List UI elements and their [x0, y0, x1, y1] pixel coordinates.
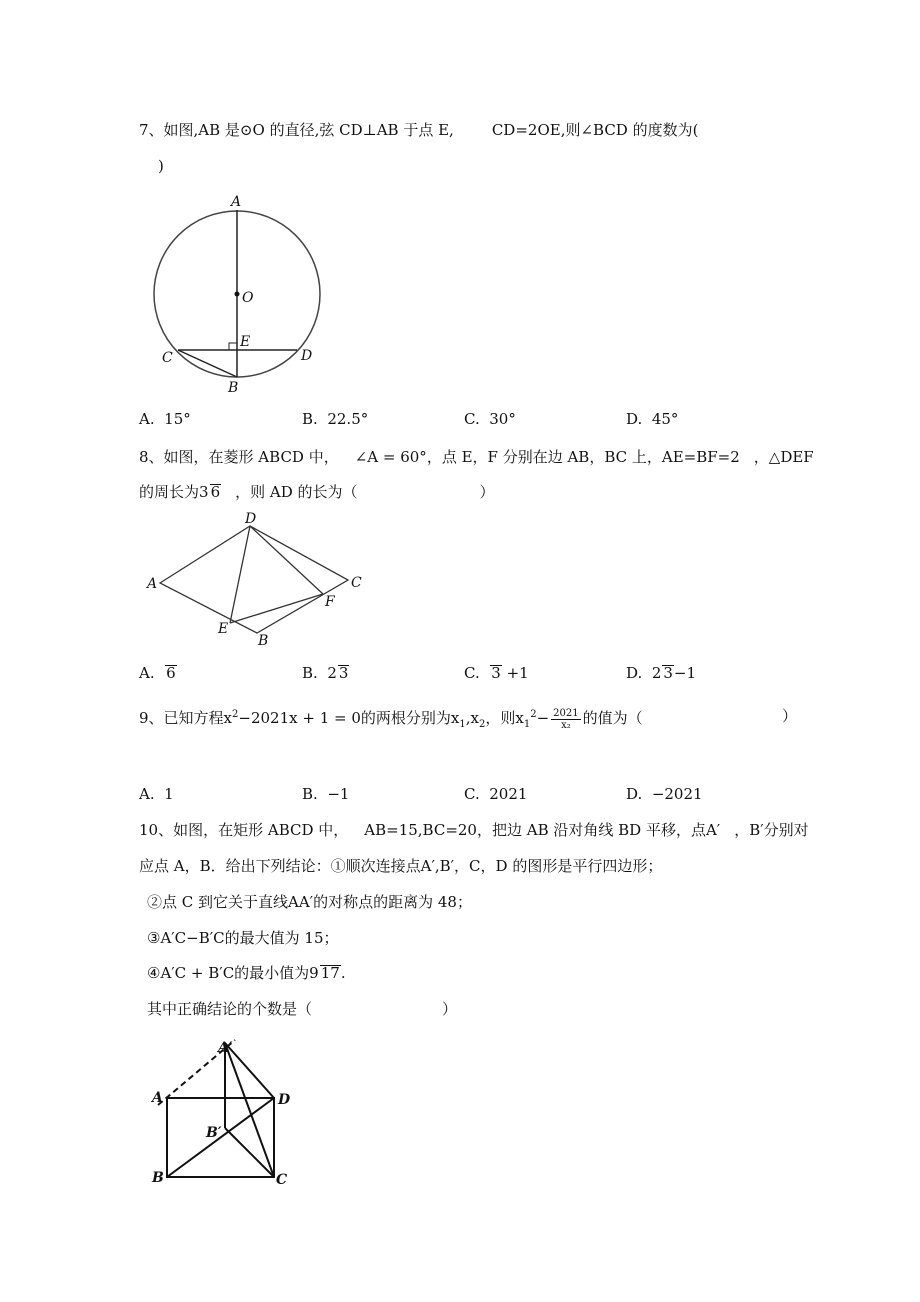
q8-label-f: F [325, 594, 335, 610]
q7-label-o: O [242, 290, 254, 306]
q8-rhombus-figure [140, 510, 380, 650]
q8-label-d: D [245, 511, 257, 527]
q10-conclusion-4: ④A′C + B′C的最小值为9 17. [147, 964, 346, 982]
q7-option-d[interactable]: D. 45° [626, 410, 679, 428]
q10-label-d: D [278, 1092, 291, 1108]
q7-label-d: D [301, 348, 313, 364]
q8-segment-de [230, 526, 250, 623]
q7-option-c[interactable]: C. 30° [464, 410, 516, 428]
q7-right-angle-mark [229, 343, 237, 350]
q10-conclusion-2: ②点 C 到它关于直线AA′的对称点的距离为 48； [147, 893, 472, 911]
q9-option-a[interactable]: A. 1 [139, 785, 174, 803]
q7-close-paren: ) [158, 157, 164, 175]
q8-option-d[interactable]: D. 2 3−1 [626, 664, 697, 682]
q10-label-a: A [152, 1090, 163, 1106]
q7-option-a[interactable]: A. 15° [139, 410, 191, 428]
q7-stem: 7、如图,AB 是⊙O 的直径,弦 CD⊥AB 于点 E, CD=2OE,则∠BCD 的度数为( [139, 121, 699, 139]
q9-stem: 9、已知方程$x^2-2021x + 1 = 0$的两根分别为$x_1,x_2$，则$x_1^2-$ $\frac{2021}{\text{x₂}}$ 的值为（ [139, 707, 643, 731]
q8-perimeter-radical: 6 [210, 483, 221, 501]
q10-rectangle-figure [140, 1030, 310, 1195]
q10-label-b1: B′ [206, 1125, 222, 1141]
q9-option-d[interactable]: D. −2021 [626, 785, 703, 803]
q7-label-e: E [240, 334, 251, 350]
q7-segment-cb [178, 350, 237, 377]
q9-option-c[interactable]: C. 2021 [464, 785, 528, 803]
q8-option-a[interactable]: A. 6 [139, 664, 176, 682]
q8-option-b[interactable]: B. 2 3 [302, 664, 349, 682]
q7-center-dot [235, 292, 240, 297]
q9-fraction: $\frac{2021}{\text{x₂}}$ [553, 707, 579, 731]
q10-radical: 17 [320, 964, 340, 982]
q8-label-a: A [147, 576, 158, 592]
q10-segment-a1c [225, 1043, 274, 1177]
q8-option-c[interactable]: C. 3 +1 [464, 664, 529, 682]
q10-label-b: B [152, 1170, 164, 1186]
q10-segment-b1c [225, 1128, 274, 1177]
q8-stem-line2: 的周长为3 6 ，则 AD 的长为（ ） [139, 483, 495, 501]
q7-label-b: B [228, 380, 239, 396]
q10-question: 其中正确结论的个数是（ ） [147, 1000, 458, 1018]
q10-conclusion-3: ③A′C−B′C的最大值为 15； [147, 929, 339, 947]
q9-option-b[interactable]: B. −1 [302, 785, 350, 803]
q10-label-c: C [276, 1172, 288, 1188]
q8-label-b: B [258, 633, 269, 649]
q7-label-c: C [162, 350, 173, 366]
q10-stem-line2: 应点 A，B．给出下列结论：①顺次连接点A′,B′，C，D 的图形是平行四边形； [139, 857, 663, 875]
q10-stem-line1: 10、如图，在矩形 ABCD 中， AB=15,BC=20，把边 AB 沿对角线 BD 平移，点A′ ，B′分别对 [139, 821, 809, 839]
q8-segment-ef [230, 594, 323, 623]
q7-option-b[interactable]: B. 22.5° [302, 410, 369, 428]
q10-label-a1: A′ [218, 1040, 233, 1056]
q8-label-c: C [351, 575, 362, 591]
q8-stem: 8、如图，在菱形 ABCD 中， ∠A = 60°，点 E，F 分别在边 AB，BC 上，AE=BF=2 ，△DEF [139, 448, 814, 466]
q9-close-paren: ） [782, 707, 798, 725]
q8-label-e: E [218, 621, 229, 637]
q8-rhombus-abcd [160, 526, 348, 633]
q7-circle-figure [140, 190, 340, 400]
q7-label-a: A [231, 194, 242, 210]
